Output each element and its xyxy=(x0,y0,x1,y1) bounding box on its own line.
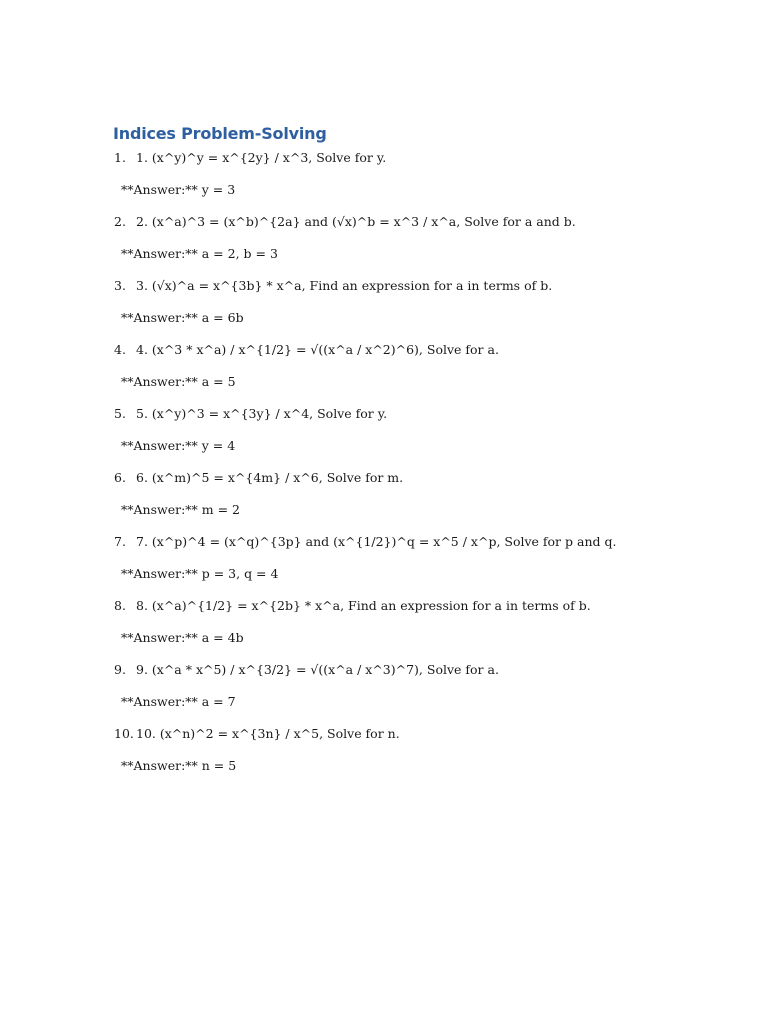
list-number: 4. xyxy=(114,342,126,357)
problem-question: 2. (x^a)^3 = (x^b)^{2a} and (√x)^b = x^3 / x^a, Solve for a and b. xyxy=(136,214,576,229)
problem-item xyxy=(0,595,768,659)
problem-item xyxy=(0,211,768,275)
problem-question: 1. (x^y)^y = x^{2y} / x^3, Solve for y. xyxy=(136,150,387,165)
problem-item xyxy=(0,275,768,339)
problem-answer: **Answer:** m = 2 xyxy=(121,502,240,517)
list-number: 10. xyxy=(114,726,134,741)
list-number: 1. xyxy=(114,150,126,165)
problem-answer: **Answer:** y = 3 xyxy=(121,182,236,197)
problem-answer: **Answer:** a = 6b xyxy=(121,310,244,325)
problem-item xyxy=(0,147,768,211)
problem-answer: **Answer:** a = 4b xyxy=(121,630,244,645)
problem-item xyxy=(0,467,768,531)
document-title: Indices Problem-Solving xyxy=(113,124,327,143)
problem-question: 3. (√x)^a = x^{3b} * x^a, Find an expression for a in terms of b. xyxy=(136,278,553,293)
list-number: 3. xyxy=(114,278,126,293)
problem-question: 9. (x^a * x^5) / x^{3/2} = √((x^a / x^3)^7), Solve for a. xyxy=(136,662,499,677)
problem-question: 4. (x^3 * x^a) / x^{1/2} = √((x^a / x^2)^6), Solve for a. xyxy=(136,342,499,357)
list-number: 7. xyxy=(114,534,126,549)
list-number: 9. xyxy=(114,662,126,677)
problem-answer: **Answer:** a = 7 xyxy=(121,694,236,709)
problem-question: 5. (x^y)^3 = x^{3y} / x^4, Solve for y. xyxy=(136,406,388,421)
problem-question: 10. (x^n)^2 = x^{3n} / x^5, Solve for n. xyxy=(136,726,400,741)
problem-item xyxy=(0,659,768,723)
problem-question: 7. (x^p)^4 = (x^q)^{3p} and (x^{1/2})^q = x^5 / x^p, Solve for p and q. xyxy=(136,534,617,549)
problem-question: 8. (x^a)^{1/2} = x^{2b} * x^a, Find an expression for a in terms of b. xyxy=(136,598,591,613)
problem-answer: **Answer:** n = 5 xyxy=(121,758,237,773)
problem-answer: **Answer:** p = 3, q = 4 xyxy=(121,566,279,581)
problem-item xyxy=(0,723,768,787)
problem-answer: **Answer:** a = 5 xyxy=(121,374,236,389)
problem-item xyxy=(0,403,768,467)
problem-question: 6. (x^m)^5 = x^{4m} / x^6, Solve for m. xyxy=(136,470,404,485)
problem-answer: **Answer:** y = 4 xyxy=(121,438,236,453)
list-number: 5. xyxy=(114,406,126,421)
problem-item xyxy=(0,531,768,595)
problem-answer: **Answer:** a = 2, b = 3 xyxy=(121,246,278,261)
list-number: 2. xyxy=(114,214,126,229)
list-number: 6. xyxy=(114,470,126,485)
list-number: 8. xyxy=(114,598,126,613)
problem-item xyxy=(0,339,768,403)
